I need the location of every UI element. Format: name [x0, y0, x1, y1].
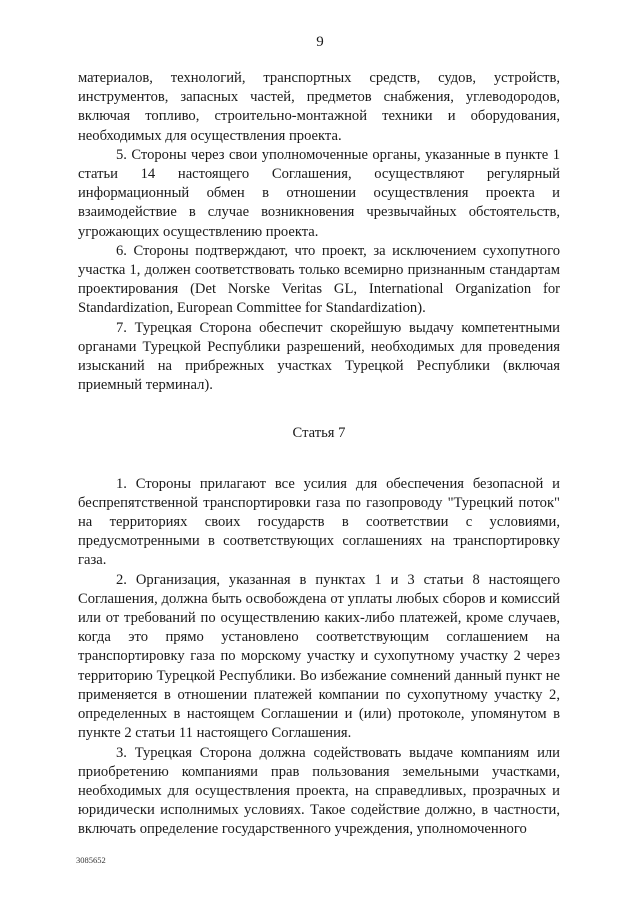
article-heading: Статья 7 — [292, 425, 346, 442]
paragraph-clause-6: 6. Стороны подтверждают, что проект, за исключением сухопутного участка 1, должен соответствовать только всемирно признанным стандартам проектирования (Det Norske Veritas GL, International Organization for Standardization, European Committee for Standardization). — [78, 242, 560, 317]
paragraph-article7-clause-1: 1. Стороны прилагают все усилия для обеспечения безопасной и беспрепятственной транспортировки газа по газопроводу "Турецкий поток" на территориях своих государств в соответствии с условиями, предусмотренными в соответствующих соглашениях на транспортировку газа. — [78, 475, 560, 569]
paragraph-continuation: материалов, технологий, транспортных средств, судов, устройств, инструментов, запасных частей, предметов снабжения, углеводородов, включая топливо, строительно-монтажной техники и оборудования, необходимых для осуществления проекта. — [78, 70, 560, 144]
paragraph-clause-7: 7. Турецкая Сторона обеспечит скорейшую выдачу компетентными органами Турецкой Республики разрешений, необходимых для проведения изысканий на прибрежных участках Турецкой Республики (включая приемный терминал). — [78, 319, 560, 394]
document-code: 3085652 — [76, 855, 106, 865]
paragraph-clause-5: 5. Стороны через свои уполномоченные органы, указанные в пункте 1 статьи 14 настоящего Соглашения, осуществляют регулярный информационный обмен в отношении осуществления проекта и взаимодействие в случае возникновения чрезвычайных обстоятельств, угрожающих осуществлению проекта. — [78, 146, 560, 240]
paragraph-article7-clause-3: 3. Турецкая Сторона должна содействовать выдаче компаниям или приобретению компаниями прав пользования земельными участками, необходимых для осуществления проекта, на справедливых, прозрачных и юридически исполнимых условиях. Такое содействие должно, в частности, включать определение государственного учреждения, уполномоченного — [78, 744, 560, 838]
page-number: 9 — [316, 34, 324, 50]
document-body — [78, 69, 560, 840]
paragraph-article7-clause-2: 2. Организация, указанная в пунктах 1 и 3 статьи 8 настоящего Соглашения, должна быть освобождена от уплаты любых сборов и комиссий или от требований по осуществлению каких-либо платежей, кроме случаев, когда это прямо установлено соответствующим соглашением на транспортировку газа по морскому участку и сухопутному участку 2 через территорию Турецкой Республики. Во избежание сомнений данный пункт не применяется в отношении платежей компании по сухопутному участку 2, определенных в настоящем Соглашении и (или) протоколе, упомянутом в пункте 2 статьи 11 настоящего Соглашения. — [78, 571, 560, 742]
